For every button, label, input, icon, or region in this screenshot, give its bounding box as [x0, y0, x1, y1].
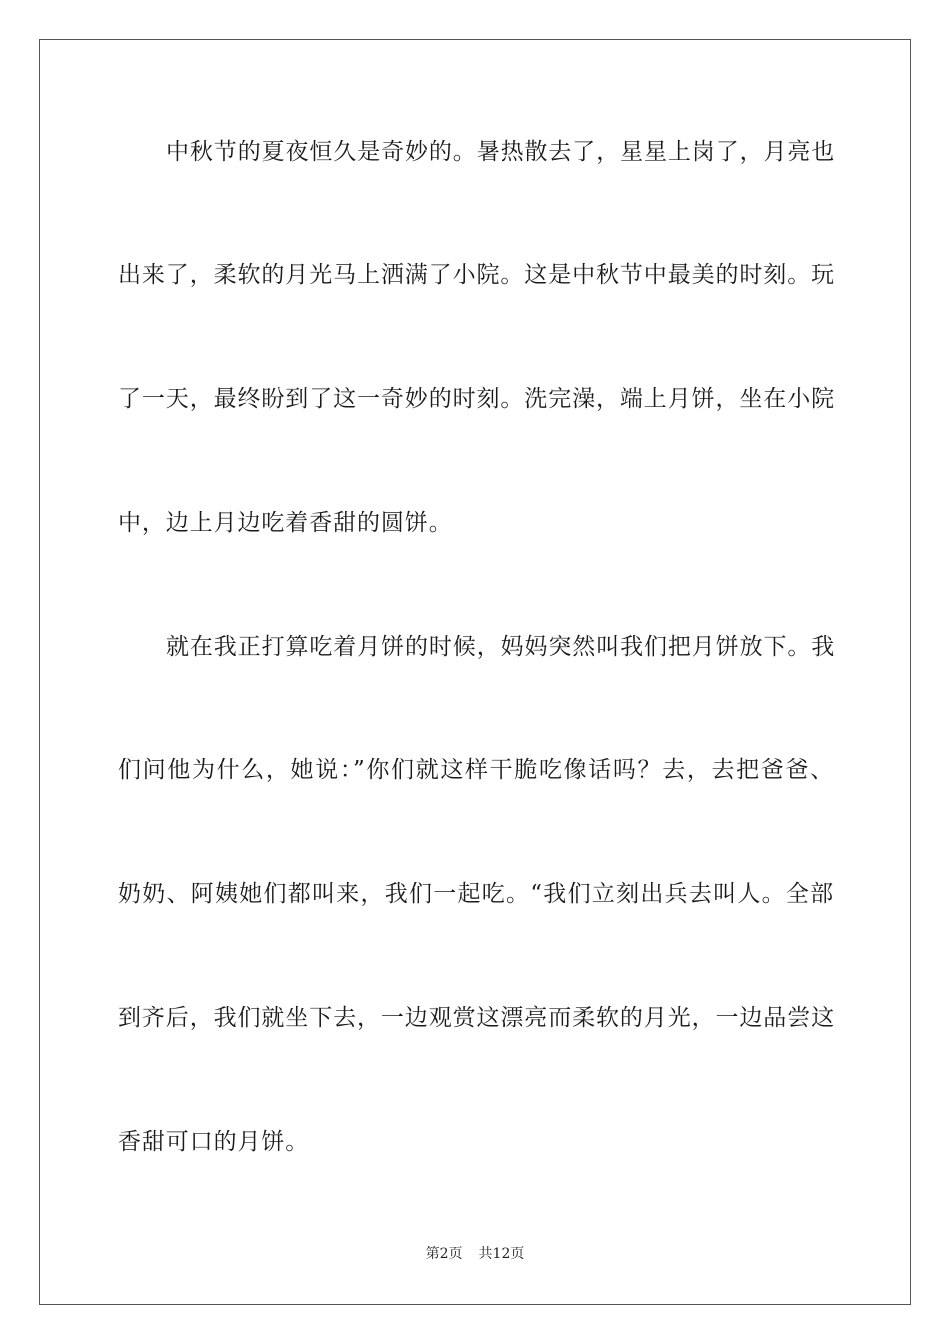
text-line: 就在我正打算吃着月饼的时候，妈妈突然叫我们把月饼放下。我	[166, 634, 836, 660]
text-line: 中，边上月边吃着香甜的圆饼。	[118, 510, 453, 536]
text-line: 奶奶、阿姨她们都叫来，我们一起吃。“我们立刻出兵去叫人。全部	[118, 881, 834, 907]
text-line: 中秋节的夏夜恒久是奇妙的。暑热散去了，星星上岗了，月亮也	[166, 139, 836, 165]
text-line: 到齐后，我们就坐下去，一边观赏这漂亮而柔软的月光，一边品尝这	[118, 1005, 835, 1031]
page-number: 第2页	[425, 1246, 463, 1262]
text-line: 们问他为什么，她说：”你们就这样干脆吃像话吗？去，去把爸爸、	[118, 757, 834, 783]
page-footer	[0, 1244, 950, 1264]
page-frame	[39, 39, 911, 1305]
text-line: 出来了，柔软的月光马上洒满了小院。这是中秋节中最美的时刻。玩	[118, 262, 835, 288]
total-pages: 共12页	[478, 1246, 525, 1262]
text-line: 了一天，最终盼到了这一奇妙的时刻。洗完澡，端上月饼，坐在小院	[118, 386, 835, 412]
text-line: 香甜可口的月饼。	[118, 1129, 310, 1155]
